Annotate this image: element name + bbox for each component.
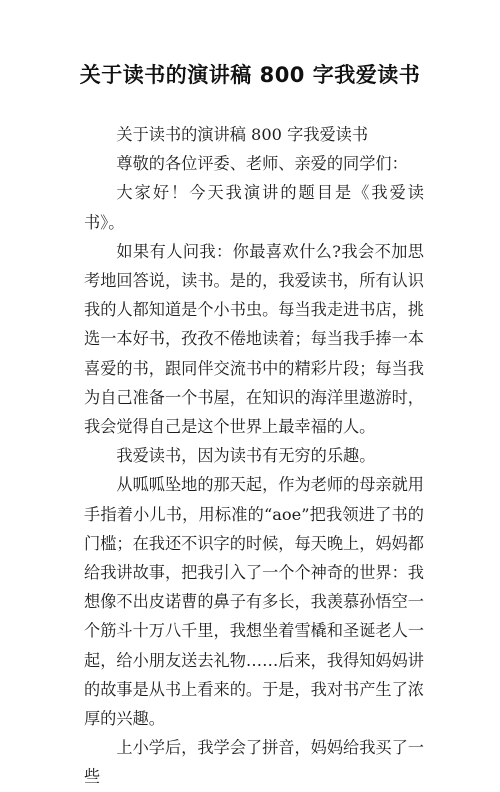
document-body (84, 120, 424, 792)
paragraph-salutation: 尊敬的各位评委、老师、亲爱的同学们： (116, 154, 408, 174)
paragraph-love-reading: 如果有人问我：你最喜欢什么?我会不加思考地回答说，读书。是的，我爱读书，所有认识我的人都知道是个小书虫。每当我走进书店，挑选一本好书，孜孜不倦地读着；每当我手捧一本喜爱的书，跟同伴交流书中的精彩片段；每当我为自己准备一个书屋，在知识的海洋里遨游时，我会觉得自己是这个世界上最幸福的人。 (84, 241, 424, 437)
paragraph-childhood-stories: 从呱呱坠地的那天起，作为老师的母亲就用手指着小儿书，用标准的“aoe”把我领进了书的门槛；在我还不识字的时候，每天晚上，妈妈都给我讲故事，把我引入了一个个神奇的世界：我想像不出皮诺曹的鼻子有多长，我羡慕孙悟空一个筋斗十万八千里，我想坐着雪橇和圣诞老人一起，给小朋友送去礼物……后来，我得知妈妈讲的故事是从书上看来的。于是，我对书产生了浓厚的兴趣。 (84, 475, 424, 729)
document-title: 关于读书的演讲稿 800 字我爱读书 (79, 63, 421, 87)
paragraph-greeting: 大家好！今天我演讲的题目是《我爱读书》。 (84, 183, 424, 232)
paragraph-primary-school: 上小学后，我学会了拼音，妈妈给我买了一些 (84, 738, 424, 787)
paragraph-joy-of-reading: 我爱读书，因为读书有无穷的乐趣。 (116, 446, 376, 466)
paragraph-subtitle: 关于读书的演讲稿 800 字我爱读书 (116, 125, 369, 144)
